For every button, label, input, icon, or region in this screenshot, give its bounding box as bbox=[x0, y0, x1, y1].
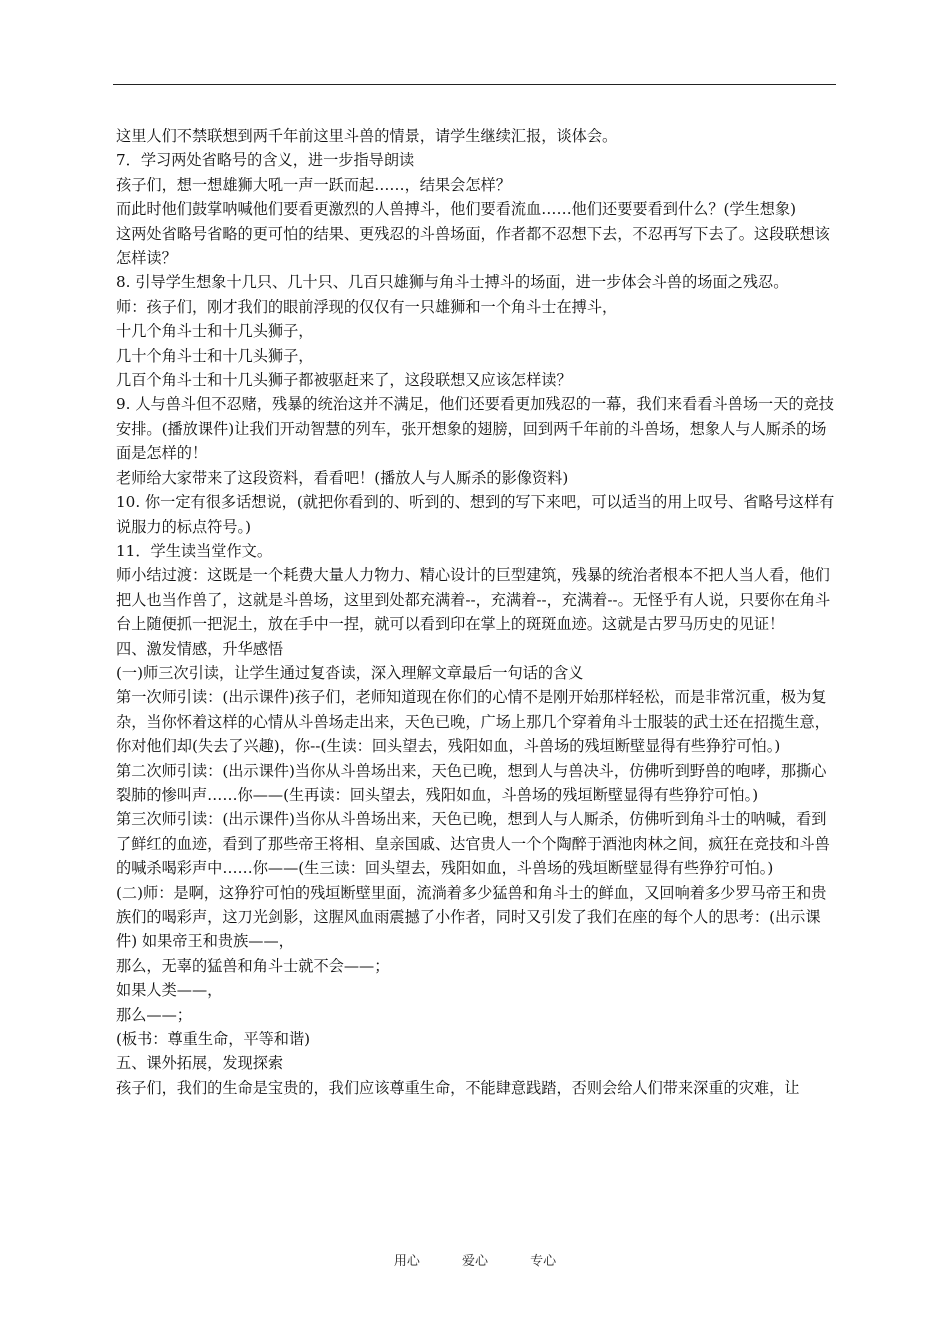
paragraph: 而此时他们鼓掌呐喊他们要看更激烈的人兽搏斗，他们要看流血……他们还要要看到什么？(学生想象) bbox=[116, 200, 797, 219]
paragraph: 十几个角斗士和十几头狮子， bbox=[116, 322, 314, 341]
footer-word: 用心 bbox=[393, 1254, 420, 1269]
page-footer bbox=[0, 1250, 950, 1269]
paragraph: (板书：尊重生命，平等和谐) bbox=[116, 1030, 311, 1049]
paragraph: 孩子们，想一想雄狮大吼一声一跃而起……，结果会怎样？ bbox=[116, 175, 511, 194]
paragraph: 7．学习两处省略号的含义，进一步指导朗读 bbox=[116, 151, 415, 170]
paragraph: 那么，无辜的猛兽和角斗士就不会——； bbox=[116, 956, 390, 975]
paragraph: (一)师三次引读，让学生通过复沓读，深入理解文章最后一句话的含义 bbox=[116, 663, 584, 682]
header-rule bbox=[113, 84, 836, 85]
paragraph: 第三次师引读：(出示课件)当你从斗兽场出来，天色已晚，想到人与人厮杀，仿佛听到角斗士的呐喊，看到了鲜红的血迹，看到了那些帝王将相、皇亲国戚、达官贵人一个个陶醉于酒池肉林之间，疯狂在竞技和斗兽的喊杀喝彩声中……你——(生三读：回头望去，残阳如血，斗兽场的残垣断壁显得有些狰狞可怕。) bbox=[116, 810, 830, 878]
paragraph: 第一次师引读：(出示课件)孩子们，老师知道现在你们的心情不是刚开始那样轻松，而是非常沉重，极为复杂，当你怀着这样的心情从斗兽场走出来，天色已晚，广场上那几个穿着角斗士服装的武士还在招揽生意，你对他们却(失去了兴趣)，你--(生读：回头望去，残阳如血，斗兽场的残垣断壁显得有些狰狞可怕。) bbox=[116, 688, 830, 756]
footer-word: 爱心 bbox=[461, 1254, 488, 1269]
paragraph: 几十个角斗士和十几头狮子， bbox=[116, 346, 314, 365]
section-heading: 五、课外拓展，发现探索 bbox=[116, 1054, 284, 1073]
paragraph: 老师给大家带来了这段资料，看看吧！(播放人与人厮杀的影像资料) bbox=[116, 468, 569, 487]
paragraph: 这里人们不禁联想到两千年前这里斗兽的情景，请学生继续汇报，谈体会。 bbox=[116, 127, 618, 145]
paragraph: 师：孩子们，刚才我们的眼前浮现的仅仅有一只雄狮和一个角斗士在搏斗， bbox=[116, 297, 618, 316]
paragraph: 孩子们，我们的生命是宝贵的，我们应该尊重生命，不能肆意践踏，否则会给人们带来深重的灾难，让 bbox=[116, 1078, 800, 1097]
footer-word: 专心 bbox=[530, 1254, 557, 1269]
paragraph: 第二次师引读：(出示课件)当你从斗兽场出来，天色已晚，想到人与兽决斗，仿佛听到野兽的咆哮，那撕心裂肺的惨叫声……你——(生再读：回头望去，残阳如血，斗兽场的残垣断壁显得有些狰狞可怕。) bbox=[116, 761, 827, 804]
paragraph: (二)师：是啊，这狰狞可怕的残垣断壁里面，流淌着多少猛兽和角斗士的鲜血，又回响着多少罗马帝王和贵族们的喝彩声，这刀光剑影，这腥风血雨震撼了小作者，同时又引发了我们在座的每个人的思考：(出示课件) 如果帝王和贵族——， bbox=[116, 883, 827, 951]
paragraph: 8. 引导学生想象十几只、几十只、几百只雄狮与角斗士搏斗的场面，进一步体会斗兽的场面之残忍。 bbox=[116, 273, 789, 292]
section-heading: 四、激发情感，升华感悟 bbox=[116, 639, 284, 658]
paragraph: 几百个角斗士和十几头狮子都被驱赶来了，这段联想又应该怎样读？ bbox=[116, 371, 572, 390]
paragraph: 9. 人与兽斗但不忍赌，残暴的统治这并不满足，他们还要看更加残忍的一幕，我们来看看斗兽场一天的竞技安排。(播放课件)让我们开动智慧的列车，张开想象的翅膀，回到两千年前的斗兽场，想象人与人厮杀的场面是怎样的！ bbox=[116, 395, 834, 463]
paragraph: 如果人类——， bbox=[116, 981, 223, 1000]
paragraph: 11．学生读当堂作文。 bbox=[116, 541, 273, 560]
document-body bbox=[116, 124, 840, 1100]
paragraph: 10. 你一定有很多话想说，(就把你看到的、听到的、想到的写下来吧，可以适当的用上叹号、省略号这样有说服力的标点符号。) bbox=[116, 493, 835, 536]
paragraph: 这两处省略号省略的更可怕的结果、更残忍的斗兽场面，作者都不忍想下去，不忍再写下去了。这段联想该怎样读？ bbox=[116, 224, 830, 268]
paragraph: 师小结过渡：这既是一个耗费大量人力物力、精心设计的巨型建筑，残暴的统治者根本不把人当人看，他们把人也当作兽了，这就是斗兽场，这里到处都充满着--，充满着--，充满着--。无怪乎有人说，只要你在角斗台上随便抓一把泥土，放在手中一捏，就可以看到印在掌上的斑斑血迹。这就是古罗马历史的见证！ bbox=[116, 566, 831, 634]
paragraph: 那么——； bbox=[116, 1005, 192, 1024]
